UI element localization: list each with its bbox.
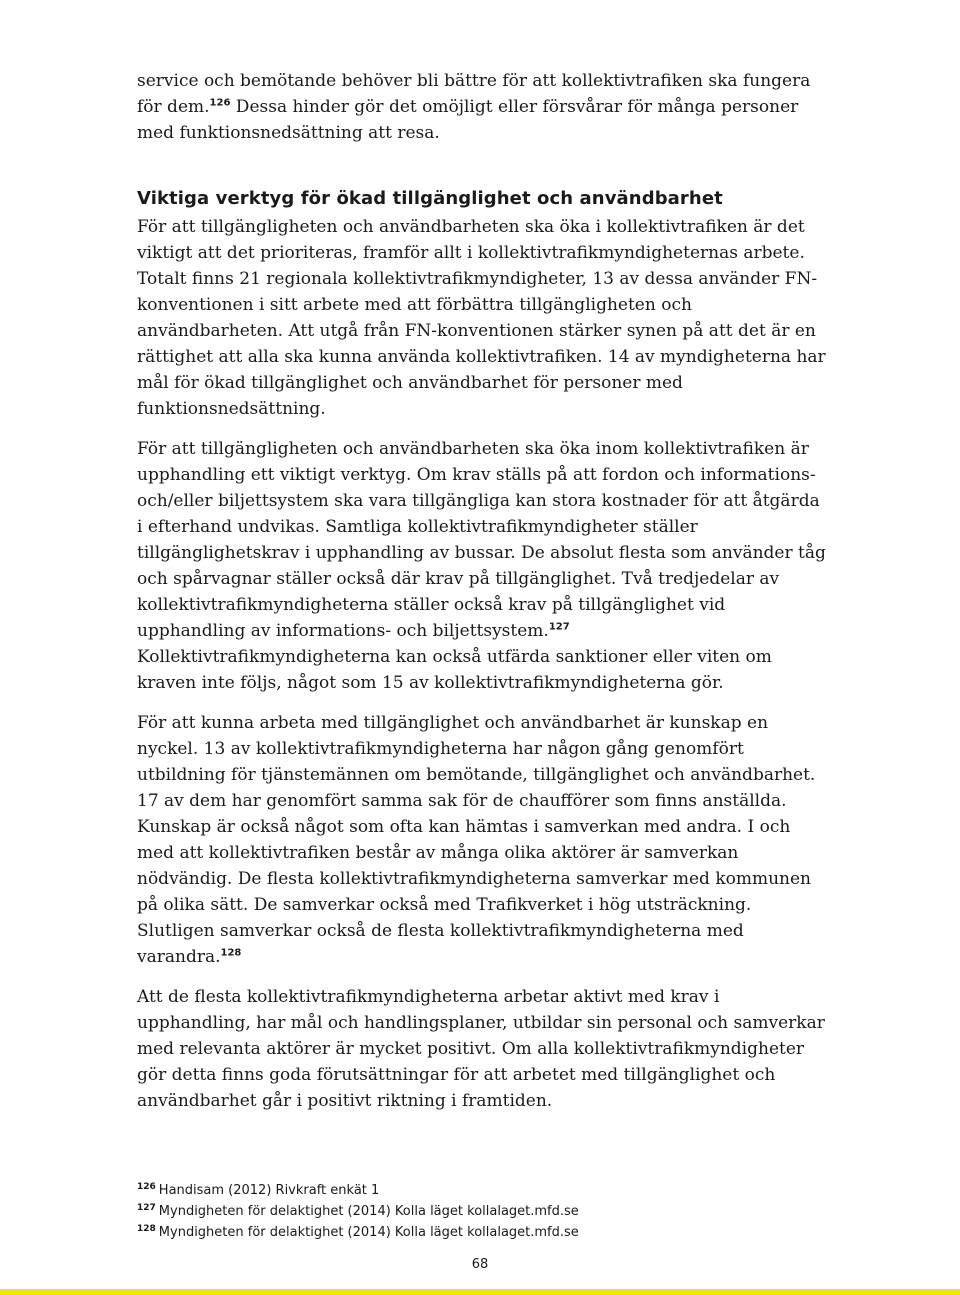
footnote-number: 128 [137,1223,156,1234]
footnote-text: Myndigheten för delaktighet (2014) Kolla läget kollalaget.mfd.se [158,1225,579,1240]
section-heading: Viktiga verktyg för ökad tillgänglighet och användbarhet [137,188,723,209]
footnote-number: 126 [137,1181,156,1192]
paragraph-procurement-text-b: Kollektivtrafikmyndigheterna kan också utfärda sanktioner eller viten om kraven inte följs, något som 15 av kollektivtrafikmyndigheterna gör. [137,647,772,693]
paragraph-procurement-text-a: För att tillgängligheten och användbarheten ska öka inom kollektivtrafiken är upphandling ett viktigt verktyg. Om krav ställs på att fordon och informations-och/eller biljettsystem ska vara tillgängliga kan stora kostnader för att åtgärda i efterhand undvikas. Samtliga kollektivtrafikmyndigheter ställer tillgänglighetskrav i upphandling av bussar. De absolut flesta som använder tåg och spårvagnar ställer också där krav på tillgänglighet. Två tredjedelar av kollektivtrafikmyndigheterna ställer också krav på tillgänglighet vid upphandling av informations- och biljettsystem. [137,439,826,641]
paragraph-knowledge-text: För att kunna arbeta med tillgänglighet och användbarhet är kunskap en nyckel. 13 av kollektivtrafikmyndigheterna har någon gång genomfört utbildning för tjänstemännen om bemötande, tillgänglighet och användbarhet. 17 av dem har genomfört samma sak för de chaufförer som finns anställda. Kunskap är också något som ofta kan hämtas i samverkan med andra. I och med att kollektivtrafiken består av många olika aktörer är samverkan nödvändig. De flesta kollektivtrafikmyndigheterna samverkar med kommunen på olika sätt. De samverkar också med Trafikverket i hög utsträckning. Slutligen samverkar också de flesta kollektivtrafikmyndigheterna med varandra. [137,713,816,967]
accent-bar [0,1289,960,1295]
footnotes [137,1180,827,1243]
footnote-text: Myndigheten för delaktighet (2014) Kolla läget kollalaget.mfd.se [158,1204,579,1219]
footnote-127 [137,1201,827,1222]
intro-text-1: service och bemötande behöver bli bättre för att kollektivtrafiken ska fungera för dem. [137,71,811,117]
footnote-ref-128: 128 [220,947,242,959]
intro-paragraph [137,68,827,146]
footnote-text: Handisam (2012) Rivkraft enkät 1 [158,1183,380,1198]
footnote-ref-127: 127 [548,621,570,633]
intro-text-2: Dessa hinder gör det omöjligt eller försvårar för många personer med funktionsnedsättning att resa. [137,97,799,143]
page-number: 68 [471,1257,489,1272]
page-body [137,68,827,1128]
paragraph-knowledge [137,710,827,970]
paragraph-priority: För att tillgängligheten och användbarheten ska öka i kollektivtrafiken är det viktigt att det prioriteras, framför allt i kollektivtrafikmyndigheternas arbete. Totalt finns 21 regionala kollektivtrafikmyndigheter, 13 av dessa använder FN-konventionen i sitt arbete med att förbättra tillgängligheten och användbarheten. Att utgå från FN-konventionen stärker synen på att det är en rättighet att alla ska kunna använda kollektivtrafiken. 14 av myndigheterna har mål för ökad tillgänglighet och användbarhet för personer med funktionsnedsättning. [137,217,826,419]
footnote-128 [137,1222,827,1243]
paragraph-procurement [137,436,827,696]
footnote-ref-126: 126 [209,97,231,109]
footnote-126 [137,1180,827,1201]
footnote-number: 127 [137,1202,156,1213]
paragraph-conclusion: Att de flesta kollektivtrafikmyndigheterna arbetar aktivt med krav i upphandling, har mål och handlingsplaner, utbildar sin personal och samverkar med relevanta aktörer är mycket positivt. Om alla kollektivtrafikmyndigheter gör detta finns goda förutsättningar för att arbetet med tillgänglighet och användbarhet går i positivt riktning i framtiden. [137,987,825,1111]
